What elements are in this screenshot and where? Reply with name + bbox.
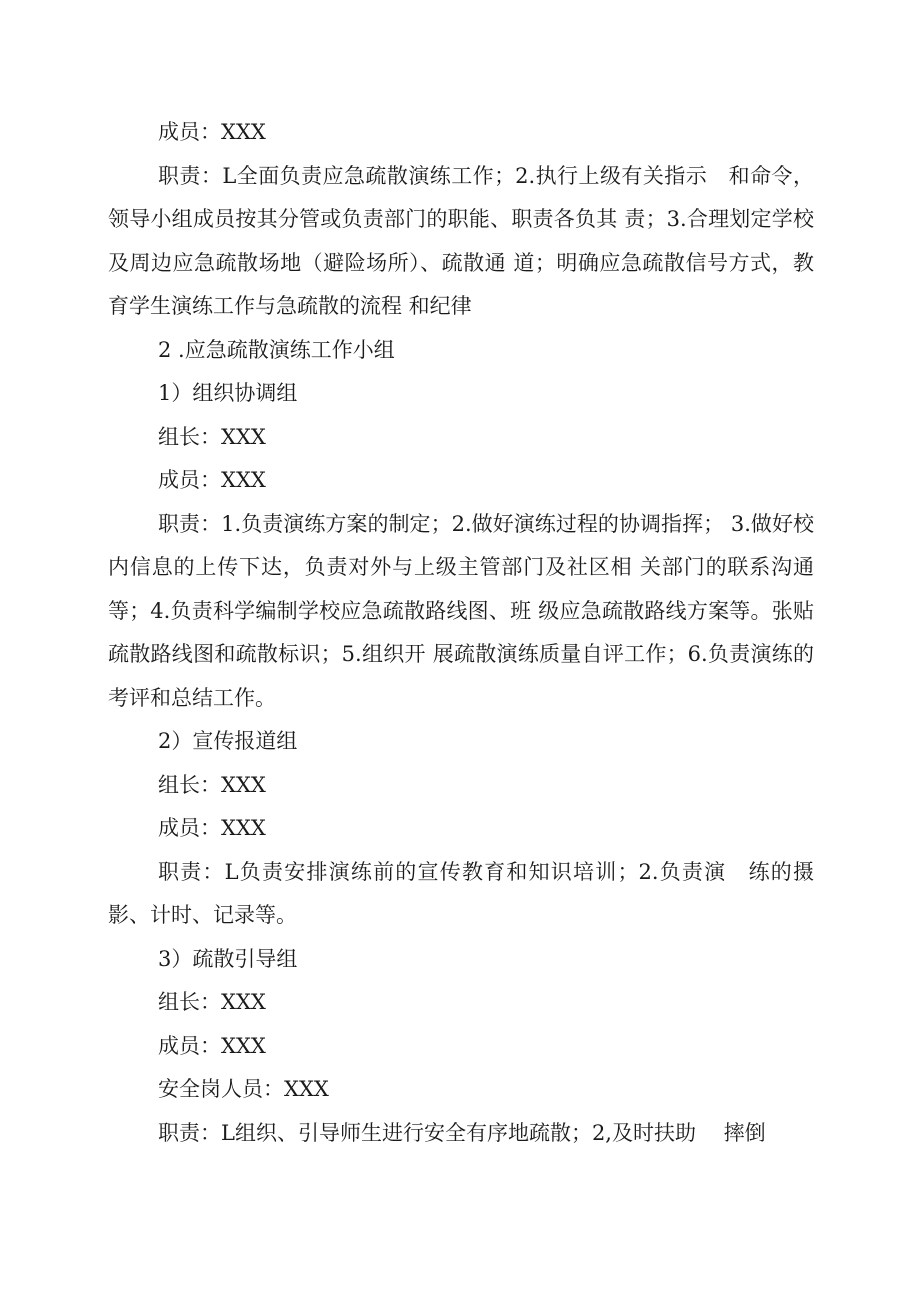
members-line: 成员：XXX [158,468,266,492]
group-title: 2）宣传报道组 [158,729,298,753]
duties-paragraph: 职责：1.负责演练方案的制定；2.做好演练过程的协调指挥； 3.做好校内信息的上传下达，负责对外与上级主管部门及社区相 关部门的联系沟通等；4.负责科学编制学校应急疏散路线图、班 级应急疏散路线方案等。张贴疏散路线图和疏散标识；5.组织开 展疏散演练质量自评工作；6.负责演练的考评和总结工作。 [108,511,814,710]
duties-paragraph: 职责：L负责安排演练前的宣传教育和知识培训；2.负责演 练的摄影、计时、记录等。 [108,859,814,927]
group-title: 3）疏散引导组 [158,946,298,971]
safety-staff-line: 安全岗人员：XXX [158,1077,329,1101]
leader-line: 组长：XXX [158,424,266,449]
leader-line: 组长：XXX [158,772,266,797]
members-line: 成员：XXX [158,816,266,840]
duties-paragraph: 职责：L全面负责应急疏散演练工作；2.执行上级有关指示 和命令，领导小组成员按其分管或负责部门的职能、职责各负其 责；3.合理划定学校及周边应急疏散场地（避险场所）、疏散通 道；明确应急疏散信号方式，教育学生演练工作与急疏散的流程 和纪律 [108,163,814,318]
members-line: 成员：XXX [158,1033,266,1058]
leader-line: 组长：XXX [158,990,266,1014]
document-body [108,111,814,1155]
group-title: 1）组织协调组 [158,381,298,405]
section-heading: 2 .应急疏散演练工作小组 [158,337,395,362]
duties-paragraph: 职责：L组织、引导师生进行安全有序地疏散；2,及时扶助 摔倒 [158,1120,766,1145]
members-line: 成员：XXX [158,120,266,144]
